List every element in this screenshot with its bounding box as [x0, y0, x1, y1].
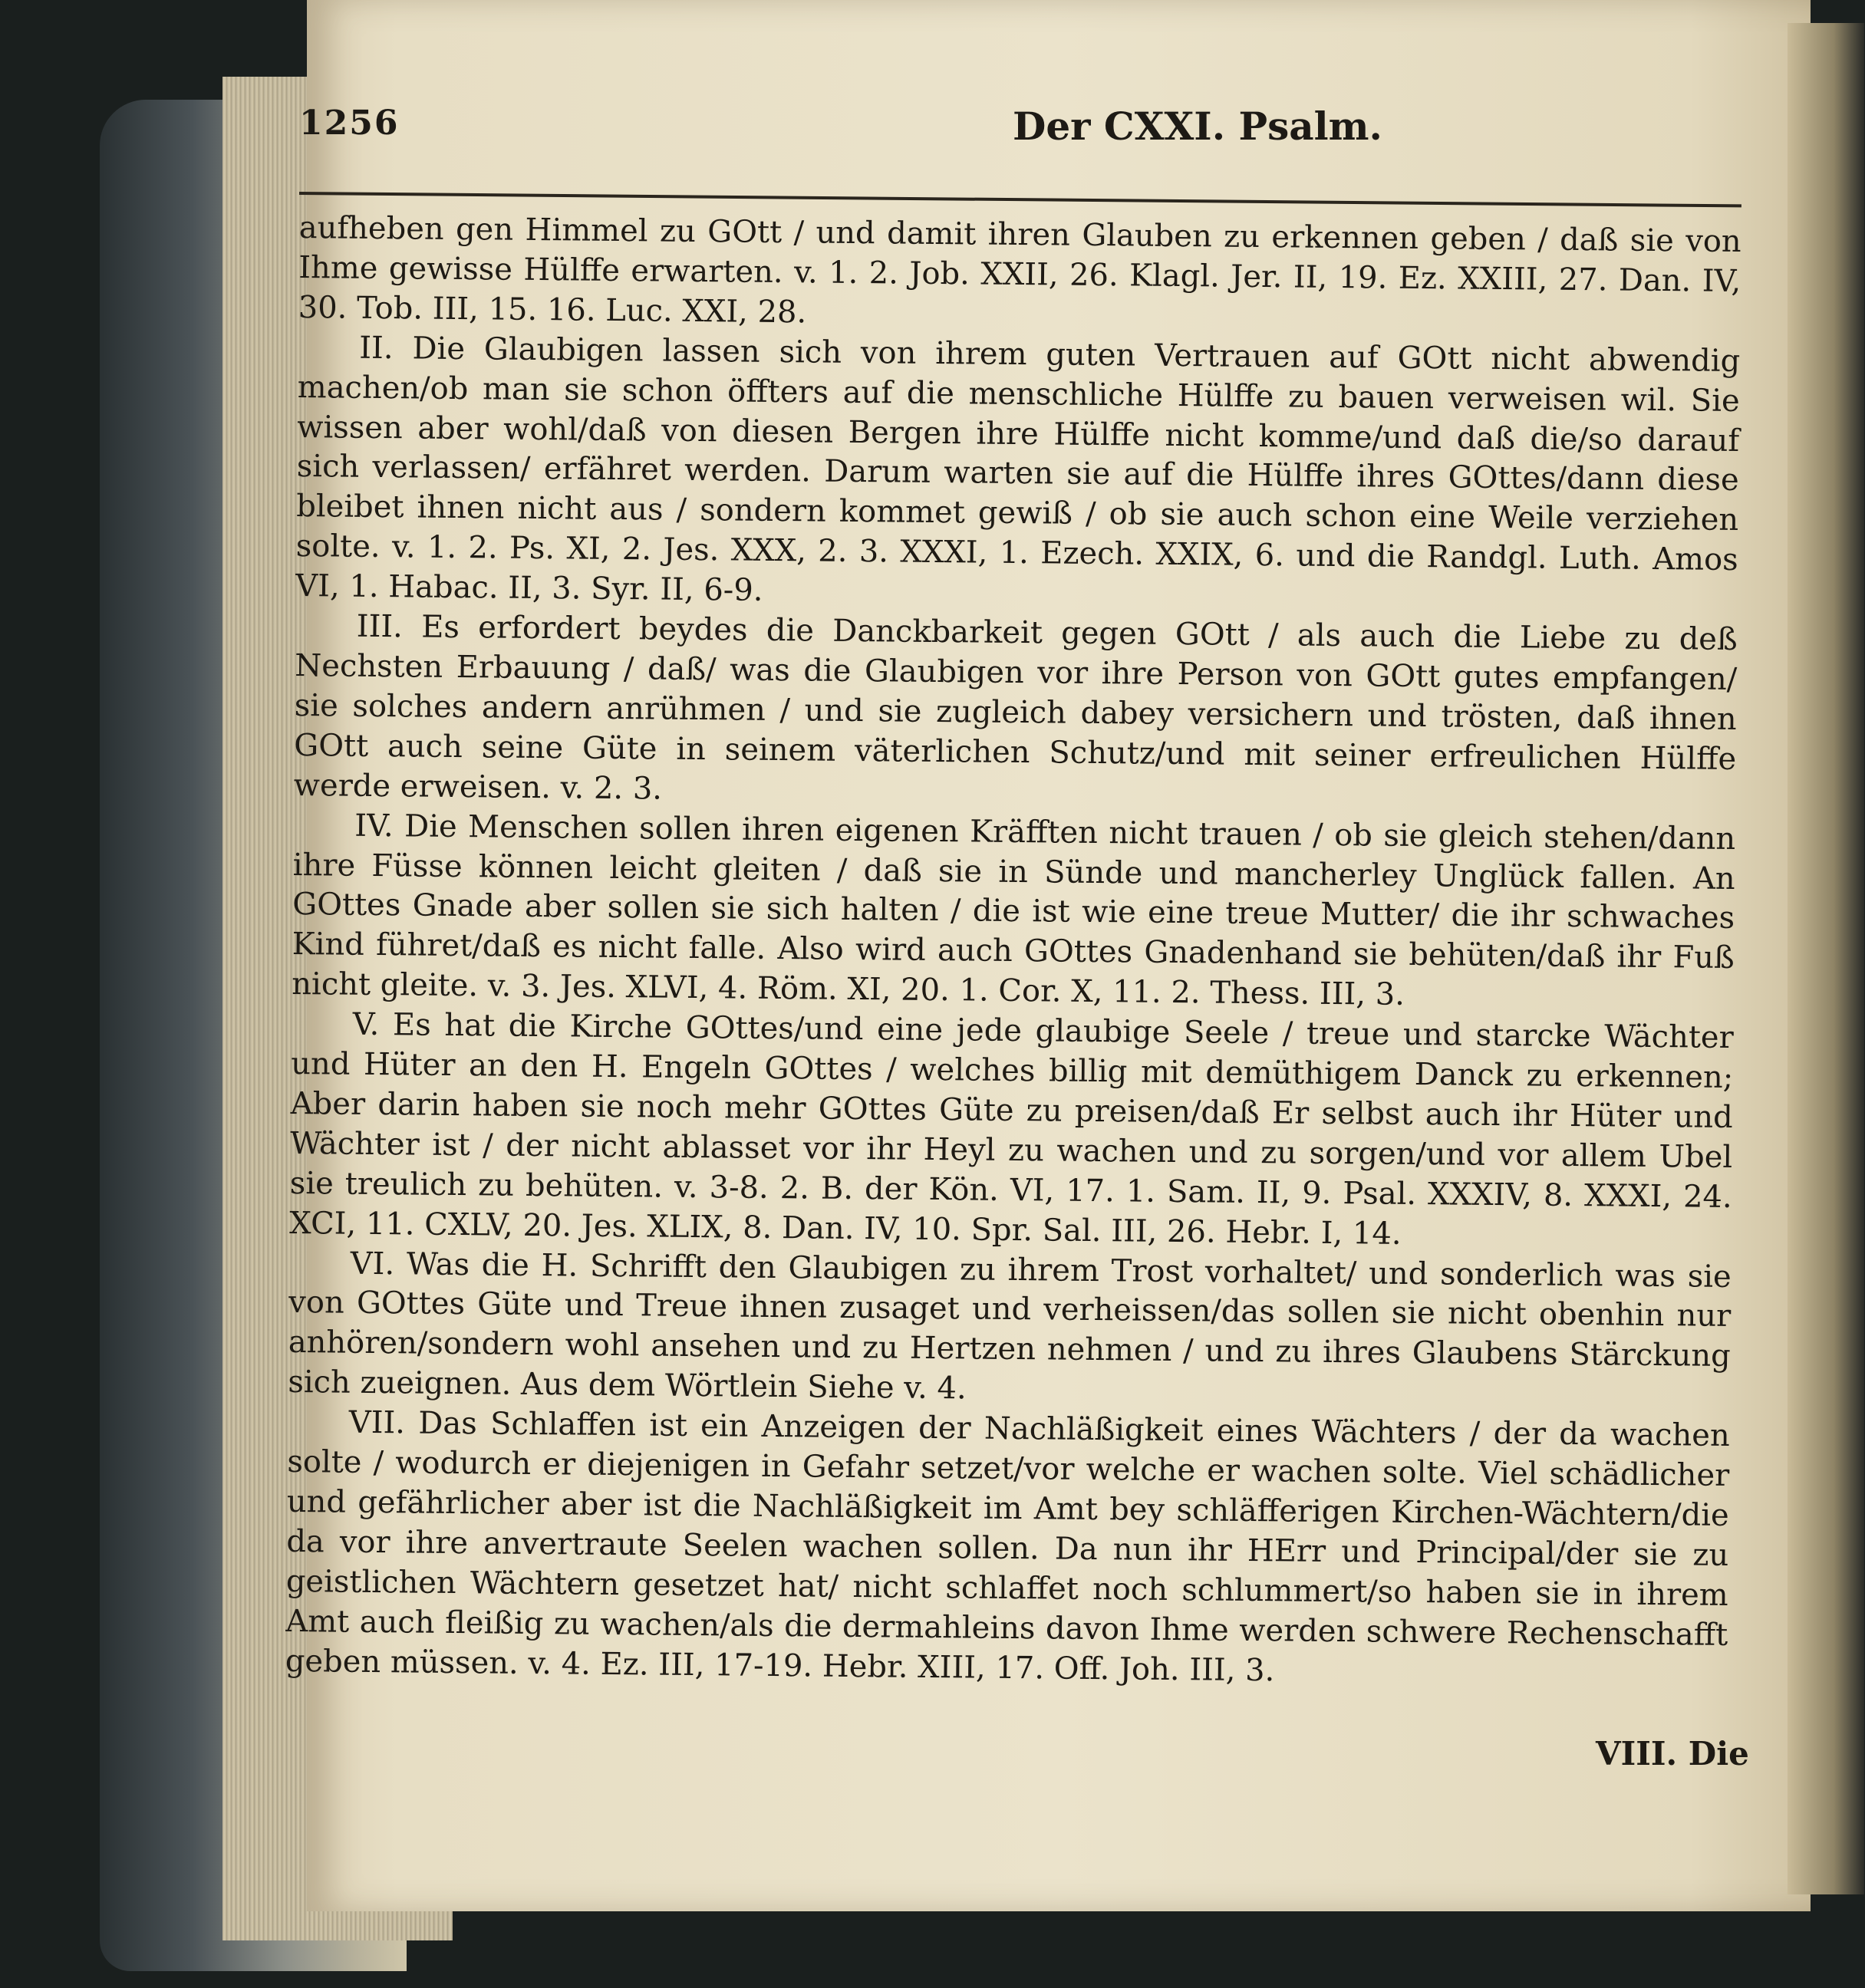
catchword: VIII. Die [1596, 1735, 1749, 1772]
paragraph-section-4: IV. Die Menschen sollen ihren eigenen Kräfften nicht trauen / ob sie gleich stehen/dann ihre Füsse können leicht gleiten / daß sie in Sünde und mancherley Unglück fallen. An GOttes Gnade aber sollen sie sich halten / die ist wie eine treue Mutter/ die ihr schwaches Kind führet/daß es nicht falle. Also wird auch GOttes Gnadenhand sie behüten/daß ihr Fuß nicht gleite. v. 3. Jes. XLVI, 4. Röm. XI, 20. 1. Cor. X, 11. 2. Thess. III, 3. [292, 808, 1736, 1013]
paragraph-section-7: VII. Das Schlaffen ist ein Anzeigen der Nachläßigkeit eines Wächters / der da wachen solte / wodurch er diejenigen in Gefahr setzet/vor welche er wachen solte. Viel schädlicher und gefährlicher aber ist die Nachläßigkeit im Amt bey schläfferigen Kirchen-Wächtern/die da vor ihre anvertraute Seelen wachen sollen. Da nun ihr HErr und Principal/der sie zu geistlichen Wächtern gesetzet hat/ nicht schlaffet noch schlummert/so haben sie in ihrem Amt auch fleißig zu wachen/als die dermahleins davon Ihme werden schwere Rechenschafft geben müssen. v. 4. Ez. III, 17-19. Hebr. XIII, 17. Off. Joh. III, 3. [285, 1404, 1730, 1688]
paragraph-section-6: VI. Was die H. Schrifft den Glaubigen zu ihrem Trost vorhaltet/ und sonderlich was sie von GOttes Güte und Treue ihnen zusaget und verheissen/das sollen sie nicht obenhin nur anhören/sondern wohl ansehen und zu Hertzen nehmen / und zu ihres Glaubens Stärckung sich zueignen. Aus dem Wörtlein Siehe v. 4. [288, 1246, 1732, 1407]
page-number: 1256 [299, 104, 400, 143]
body-text [285, 209, 1741, 1695]
page-gutter [1788, 23, 1864, 1894]
paragraph-section-5: V. Es hat die Kirche GOttes/und eine jede glaubige Seele / treue und starcke Wächter und Hüter an den H. Engeln GOttes / welches billig mit demüthigem Danck zu erkennen; Aber darin haben sie noch mehr GOttes Güte zu preisen/daß Er selbst auch ihr Hüter und Wächter ist / der nicht ablasset vor ihr Heyl zu wachen und zu sorgen/und vor allem Ubel sie treulich zu behüten. v. 3-8. 2. B. der Kön. VI, 17. 1. Sam. II, 9. Psal. XXXIV, 8. XXXI, 24. XCI, 11. CXLV, 20. Jes. XLIX, 8. Dan. IV, 10. Spr. Sal. III, 26. Hebr. I, 14. [289, 1006, 1734, 1252]
paragraph-section-3: III. Es erfordert beydes die Danckbarkeit gegen GOtt / als auch die Liebe zu deß Nechsten Erbauung / daß/ was die Glaubigen vor ihre Person von GOtt gutes empfangen/ sie solches andern anrühmen / und sie zugleich dabey versichern und trösten, daß ihnen GOtt auch seine Güte in seinem väterlichen Schutz/und mit seiner erfreulichen Hülffe werde erweisen. v. 2. 3. [293, 608, 1738, 807]
page-header [299, 104, 1726, 165]
paragraph-continuation: aufheben gen Himmel zu GOtt / und damit ihren Glauben zu erkennen geben / daß sie von Ihme gewisse Hülffe erwarten. v. 1. 2. Job. XXII, 26. Klagl. Jer. II, 19. Ez. XXIII, 27. Dan. IV, 30. Tob. III, 15. 16. Luc. XXI, 28. [298, 209, 1741, 331]
paragraph-section-2: II. Die Glaubigen lassen sich von ihrem guten Vertrauen auf GOtt nicht abwendig machen/ob man sie schon öffters auf die menschliche Hülffe zu bauen verweisen wil. Sie wissen aber wohl/daß von diesen Bergen ihre Hülffe nicht komme/und daß die/so darauf sich verlassen/ erfähret werden. Darum warten sie auf die Hülffe ihres GOttes/dann diese bleibet ihnen nicht aus / sondern kommet gewiß / ob sie auch schon eine Weile verziehen solte. v. 1. 2. Ps. XI, 2. Jes. XXX, 2. 3. XXXI, 1. Ezech. XXIX, 6. und die Randgl. Luth. Amos VI, 1. Habac. II, 3. Syr. II, 6-9. [295, 330, 1741, 608]
running-head: Der CXXI. Psalm. [1013, 104, 1382, 149]
